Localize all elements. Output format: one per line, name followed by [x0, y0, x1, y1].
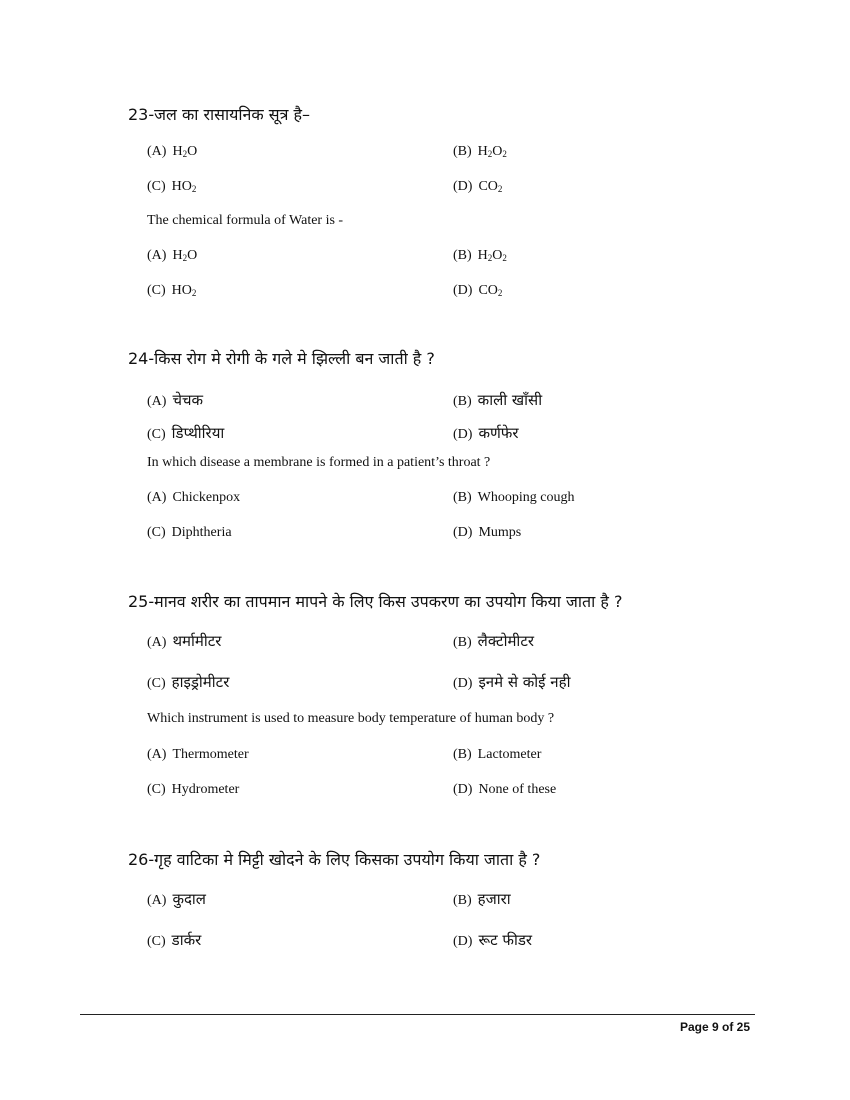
- option-text: थर्मामीटर: [172, 632, 222, 650]
- option-text: हाइड्रोमीटर: [171, 673, 230, 691]
- q24-hindi-option-c: [147, 423, 224, 443]
- option-label: (C): [147, 934, 166, 949]
- question-25-english: Which instrument is used to measure body temperature of human body ?: [147, 711, 555, 726]
- option-label: (D): [453, 934, 473, 949]
- option-text: चेचक: [172, 391, 204, 409]
- option-label: (B): [453, 893, 472, 908]
- option-label: (C): [147, 525, 166, 540]
- option-label: (D): [453, 427, 473, 442]
- option-text: डिप्थीरिया: [171, 424, 225, 442]
- option-label: (A): [147, 893, 167, 908]
- q26-hindi-option-d: [453, 930, 532, 950]
- option-label: (C): [147, 283, 166, 298]
- q24-hindi-option-b: [453, 390, 542, 410]
- option-text: Diphtheria: [171, 525, 232, 540]
- q23-hindi-option-b: [453, 144, 507, 160]
- option-label: (A): [147, 747, 167, 762]
- option-text: Mumps: [478, 525, 522, 540]
- option-text: हजारा: [477, 890, 511, 908]
- option-text: Whooping cough: [477, 490, 575, 505]
- option-label: (A): [147, 490, 167, 505]
- option-label: (A): [147, 394, 167, 409]
- option-label: (D): [453, 676, 473, 691]
- q23-hindi-option-a: [147, 144, 197, 160]
- option-label: (D): [453, 525, 473, 540]
- q25-hindi-option-d: [453, 672, 571, 692]
- option-label: (C): [147, 782, 166, 797]
- option-text: $HO_2$: [171, 179, 197, 194]
- option-label: (B): [453, 144, 472, 159]
- option-label: (B): [453, 490, 472, 505]
- option-label: (B): [453, 394, 472, 409]
- q23-hindi-option-d: [453, 179, 502, 195]
- q26-hindi-option-c: [147, 930, 201, 950]
- option-text: Lactometer: [477, 747, 542, 762]
- q25-english-option-d: [453, 782, 556, 798]
- option-text: लैक्टोमीटर: [477, 632, 535, 650]
- option-label: (B): [453, 248, 472, 263]
- q25-hindi-option-c: [147, 672, 229, 692]
- q24-english-option-a: [147, 490, 240, 506]
- page-number: Page 9 of 25: [679, 1020, 750, 1034]
- option-text: काली खाँसी: [477, 391, 543, 409]
- q23-english-option-d: [453, 283, 502, 299]
- option-text: $CO_2$: [478, 283, 503, 298]
- q25-english-option-b: [453, 747, 541, 763]
- option-text: इनमे से कोई नही: [478, 673, 571, 691]
- option-text: Chickenpox: [172, 490, 241, 505]
- option-label: (B): [453, 747, 472, 762]
- option-text: $H_2O_2$: [477, 144, 507, 159]
- option-label: (D): [453, 283, 473, 298]
- footer-divider: [80, 1014, 755, 1015]
- option-text: $HO_2$: [171, 283, 197, 298]
- option-label: (A): [147, 635, 167, 650]
- question-25-hindi: 25-मानव शरीर का तापमान मापने के लिए किस उपकरण का उपयोग किया जाता है ?: [128, 592, 623, 611]
- option-text: $H_2O$: [172, 144, 198, 159]
- q24-hindi-option-d: [453, 423, 519, 443]
- option-text: रूट फीडर: [478, 931, 533, 949]
- question-23-english: The chemical formula of Water is -: [147, 213, 344, 228]
- q23-english-option-b: [453, 248, 507, 264]
- q23-hindi-option-c: [147, 179, 196, 195]
- q25-hindi-option-b: [453, 631, 534, 651]
- q23-english-option-a: [147, 248, 197, 264]
- q25-english-option-c: [147, 782, 239, 798]
- option-label: (D): [453, 782, 473, 797]
- option-text: Hydrometer: [171, 782, 240, 797]
- q24-english-option-b: [453, 490, 575, 506]
- option-text: डार्कर: [171, 931, 202, 949]
- option-text: कुदाल: [172, 890, 206, 908]
- question-23-hindi: 23-जल का रासायनिक सूत्र है–: [128, 105, 311, 124]
- option-label: (C): [147, 676, 166, 691]
- q23-english-option-c: [147, 283, 196, 299]
- option-text: कर्णफेर: [478, 424, 519, 442]
- option-text: None of these: [478, 782, 557, 797]
- question-24-hindi: 24-किस रोग मे रोगी के गले मे झिल्ली बन जाती है ?: [128, 349, 435, 368]
- option-text: $CO_2$: [478, 179, 503, 194]
- option-label: (C): [147, 179, 166, 194]
- q24-english-option-d: [453, 525, 521, 541]
- q26-hindi-option-a: [147, 889, 206, 909]
- option-text: $H_2O_2$: [477, 248, 507, 263]
- q25-english-option-a: [147, 747, 249, 763]
- q26-hindi-option-b: [453, 889, 511, 909]
- option-label: (A): [147, 144, 167, 159]
- option-label: (C): [147, 427, 166, 442]
- q24-english-option-c: [147, 525, 232, 541]
- option-label: (A): [147, 248, 167, 263]
- option-text: Thermometer: [172, 747, 249, 762]
- question-24-english: In which disease a membrane is formed in a patient’s throat ?: [147, 455, 491, 470]
- q24-hindi-option-a: [147, 390, 203, 410]
- question-26-hindi: 26-गृह वाटिका मे मिट्टी खोदने के लिए किसका उपयोग किया जाता है ?: [128, 850, 541, 869]
- q25-hindi-option-a: [147, 631, 221, 651]
- option-text: $H_2O$: [172, 248, 198, 263]
- option-label: (D): [453, 179, 473, 194]
- option-label: (B): [453, 635, 472, 650]
